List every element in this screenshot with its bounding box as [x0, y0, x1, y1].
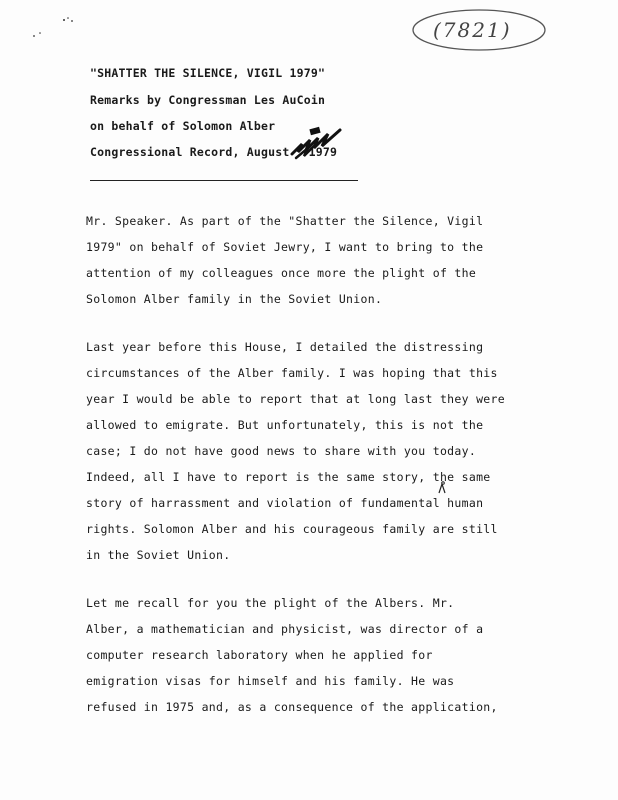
- speech-subject: on behalf of Solomon Alber: [90, 119, 276, 133]
- paragraph2-line: story of harrassment and violation of fundamental human: [86, 496, 484, 510]
- paragraph2-line: year I would be able to report that at long last they were: [86, 392, 505, 406]
- date-scribble: [288, 124, 346, 164]
- header-divider: [90, 180, 358, 181]
- paragraph1-line: Mr. Speaker. As part of the "Shatter the Silence, Vigil: [86, 214, 484, 228]
- paragraph3-line: computer research laboratory when he applied for: [86, 648, 433, 662]
- paragraph2-line: case; I do not have good news to share with you today.: [86, 444, 477, 458]
- scan-specks: [28, 12, 88, 42]
- speech-byline: Remarks by Congressman Les AuCoin: [90, 93, 326, 107]
- insertion-caret-mark: [437, 481, 447, 495]
- archive-number-text: (7821): [433, 18, 512, 42]
- paragraph3-line: emigration visas for himself and his family. He was: [86, 674, 455, 688]
- source-year: 1979: [301, 145, 338, 159]
- speech-title: "SHATTER THE SILENCE, VIGIL 1979": [90, 66, 326, 80]
- paragraph1-line: Solomon Alber family in the Soviet Union.: [86, 292, 383, 306]
- paragraph2-line: allowed to emigrate. But unfortunately, this is not the: [86, 418, 484, 432]
- paragraph2-line: Last year before this House, I detailed the distressing: [86, 340, 484, 354]
- paragraph3-line: refused in 1975 and, as a consequence of the application,: [86, 700, 498, 714]
- paragraph2-line: circumstances of the Alber family. I was hoping that this: [86, 366, 498, 380]
- paragraph3-line: Let me recall for you the plight of the Albers. Mr.: [86, 596, 455, 610]
- paragraph1-line: 1979" on behalf of Soviet Jewry, I want to bring to the: [86, 240, 484, 254]
- paragraph2-line: Indeed, all I have to report is the same story, the same: [86, 470, 491, 484]
- source-prefix: Congressional Record, August: [90, 145, 290, 159]
- paragraph3-line: Alber, a mathematician and physicist, was director of a: [86, 622, 484, 636]
- paragraph2-line: in the Soviet Union.: [86, 548, 231, 562]
- paragraph2-line: rights. Solomon Alber and his courageous family are still: [86, 522, 498, 536]
- paragraph1-line: attention of my colleagues once more the plight of the: [86, 266, 477, 280]
